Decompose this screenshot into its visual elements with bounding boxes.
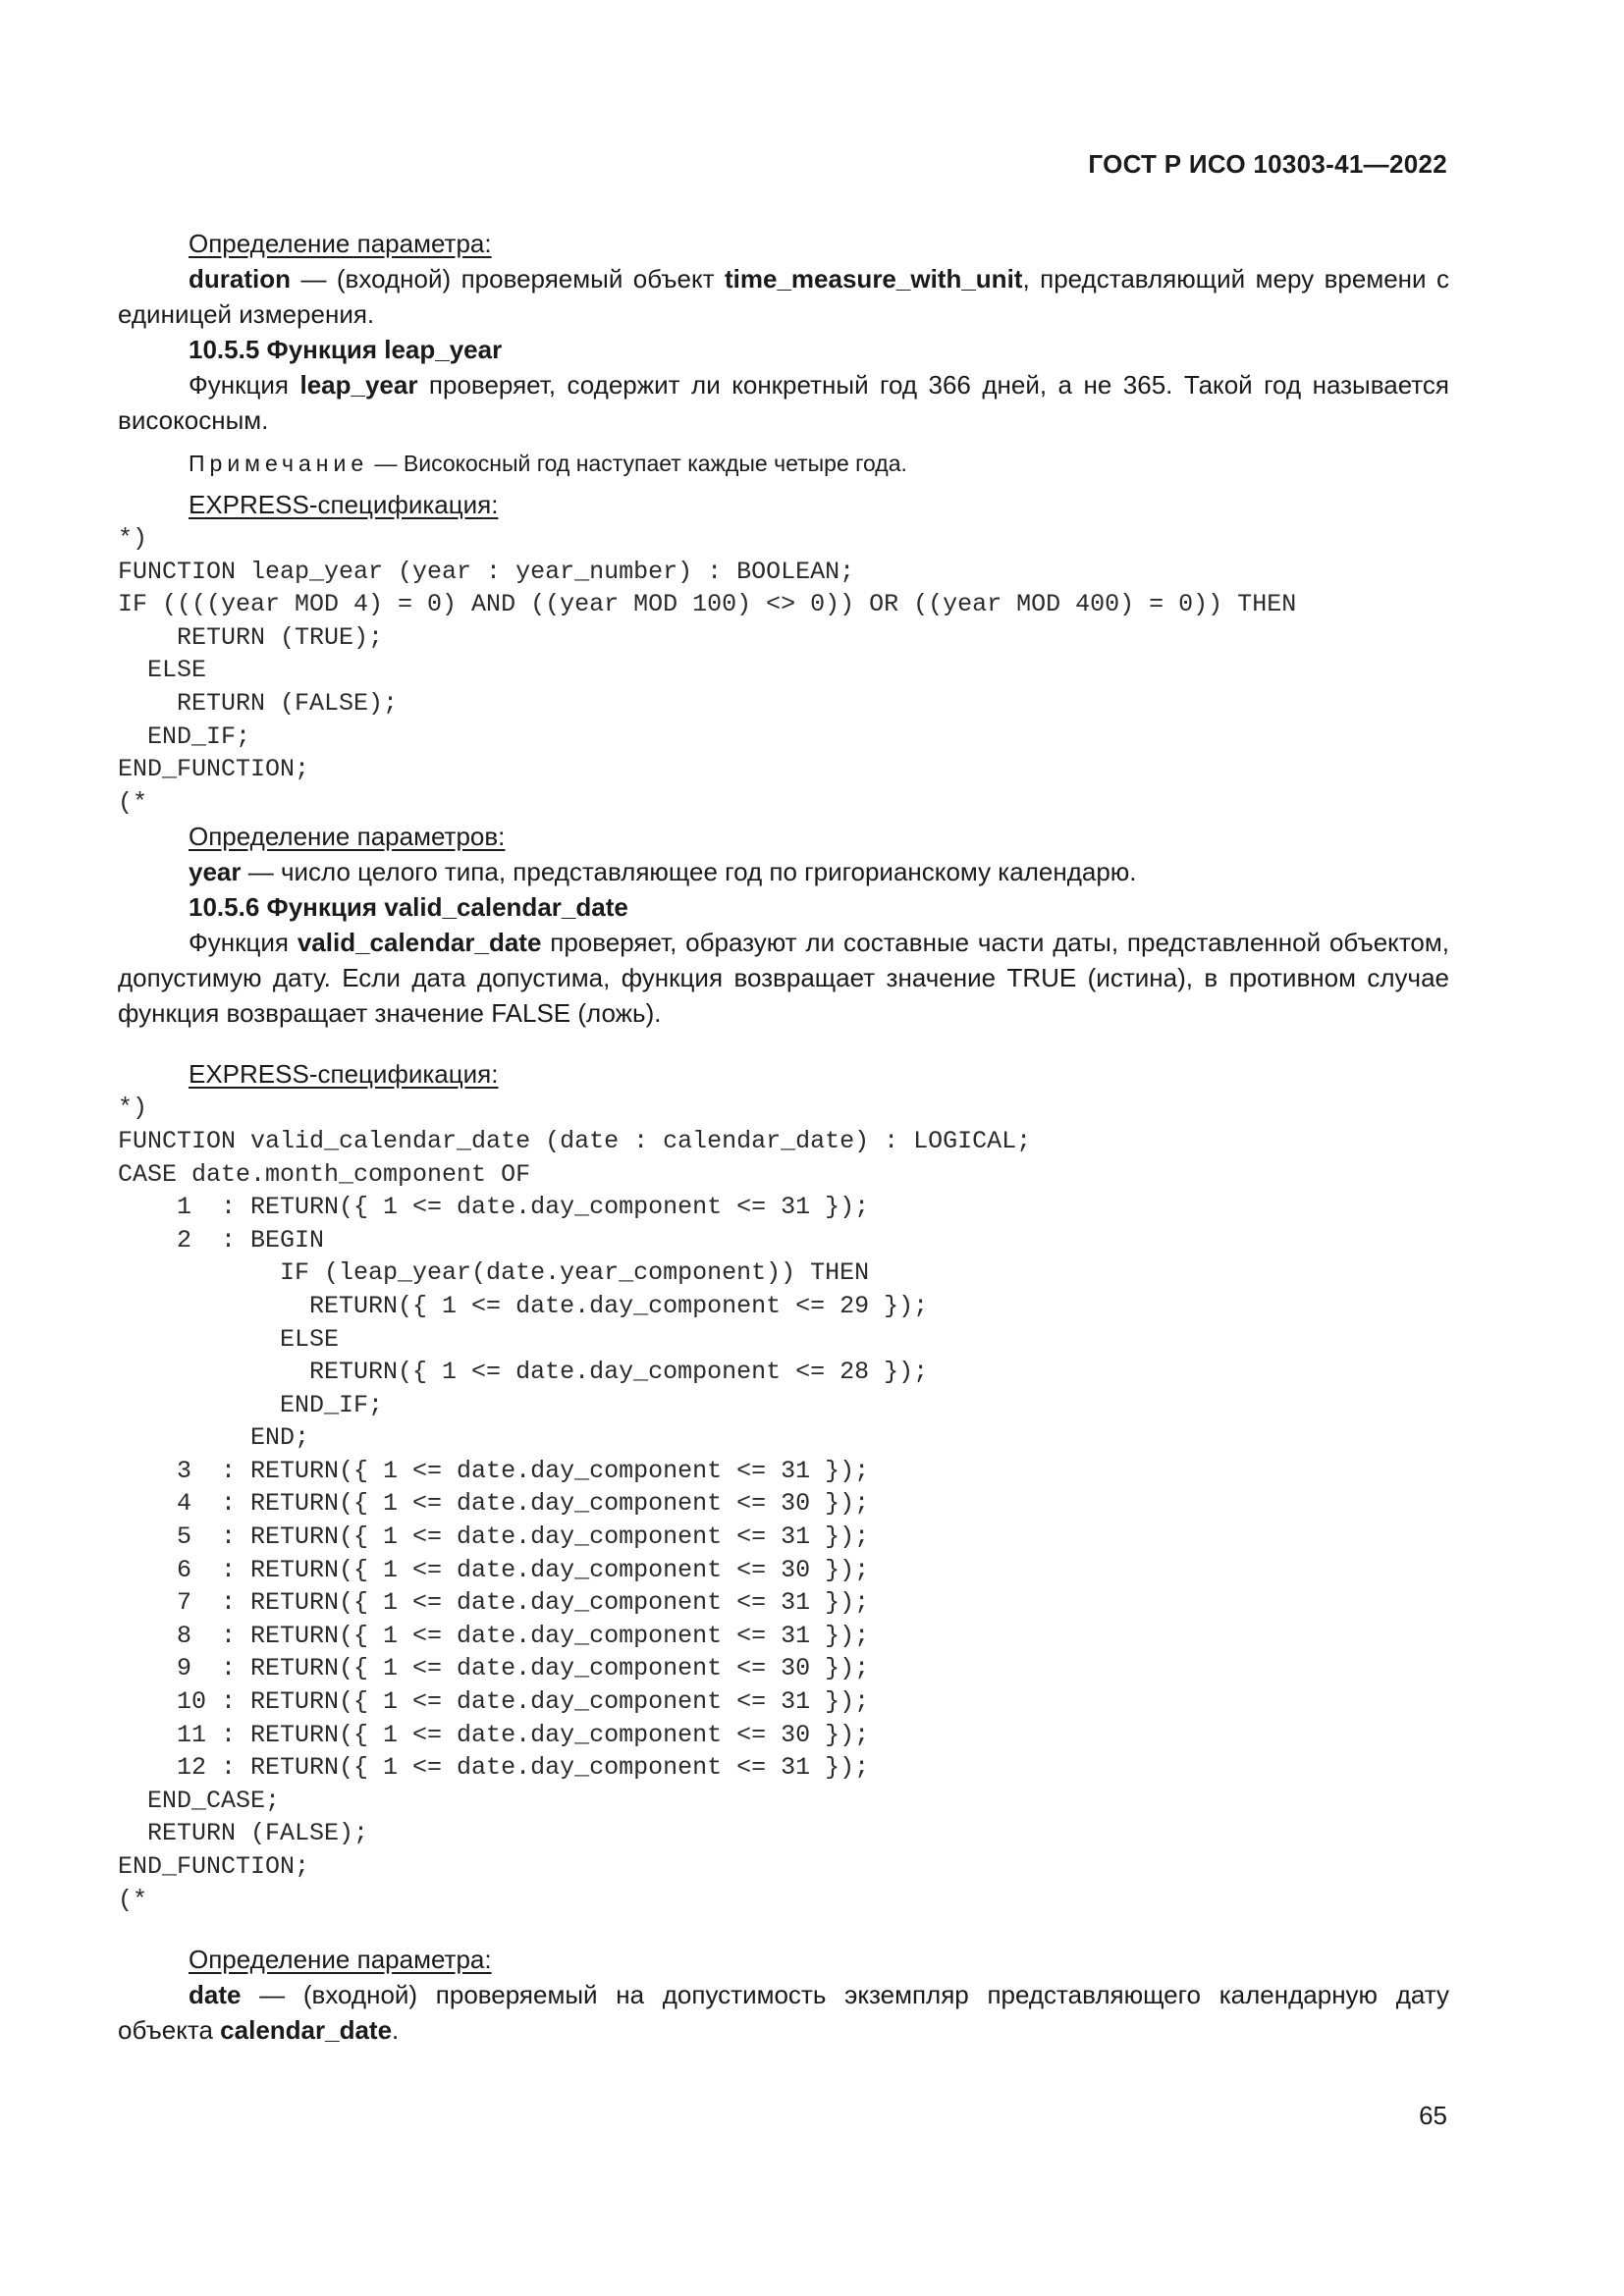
note-leap-year: Примечание — Високосный год наступает каждые четыре года. [189,451,907,476]
term-date: date [189,1980,242,2010]
term-time-measure: time_measure_with_unit [725,264,1023,294]
term-leap-year: leap_year [299,370,418,400]
code-block-leap-year: *) FUNCTION leap_year (year : year_number) : BOOLEAN; IF ((((year MOD 4) = 0) AND ((year MOD 100) <> 0)) OR ((year MOD 400) = 0)) THEN RETURN (TRUE); ELSE RETURN (FALSE); END_IF; END_FUNCTION; (* [118,524,1297,817]
param-year-description: year — число целого типа, представляющее год по григорианскому календарю. [189,857,1137,887]
spacer [118,1916,1449,1942]
page-number: 65 [1419,2101,1447,2130]
term-year: year [189,857,242,887]
param-date-description: date — (входной) проверяемый на допустимость экземпляр представляющего календарную дату объекта calendar_date. [118,1980,1449,2046]
section-heading-leap-year: 10.5.5 Функция leap_year [189,335,503,364]
term-duration: duration [189,264,291,294]
express-spec-heading-2: EXPRESS-спецификация: [189,1059,499,1090]
param-duration-description: duration — (входной) проверяемый объект time_measure_with_unit, представляющий меру времени с единицей измерения. [118,264,1449,329]
leap-year-intro: Функция leap_year проверяет, содержит ли конкретный год 366 дней, а не 365. Такой год называется високосным. [118,370,1449,435]
express-spec-heading: EXPRESS-спецификация: [189,490,499,519]
params-definition-heading: Определение параметров: [189,822,506,852]
spacer [118,1031,1449,1056]
term-valid-calendar-date: valid_calendar_date [297,928,542,958]
document-header: ГОСТ Р ИСО 10303-41—2022 [1088,149,1447,179]
term-calendar-date: calendar_date [220,2015,393,2046]
section-heading-valid-calendar-date: 10.5.6 Функция valid_calendar_date [189,892,628,923]
page-content [118,226,1449,2048]
code-block-valid-calendar-date: *) FUNCTION valid_calendar_date (date : calendar_date) : LOGICAL; CASE date.month_component OF 1 : RETURN({ 1 <= date.day_component <= 31 }); 2 : BEGIN IF (leap_year(date.year_component)) THEN RETURN({ 1 <= date.day_component <= 29 }); ELSE RETURN({ 1 <= date.day_component <= 28 }); END_IF; END; 3 : RETURN({ 1 <= date.day_component <= 31 }); 4 : RETURN({ 1 <= date.day_component <= 30 }); 5 : RETURN({ 1 <= date.day_component <= 31 }); 6 : RETURN({ 1 <= date.day_component <= 30 }); 7 : RETURN({ 1 <= date.day_component <= 31 }); 8 : RETURN({ 1 <= date.day_component <= 31 }); 9 : RETURN({ 1 <= date.day_component <= 30 }); 10 : RETURN({ 1 <= date.day_component <= 31 }); 11 : RETURN({ 1 <= date.day_component <= 30 }); 12 : RETURN({ 1 <= date.day_component <= 31 }); END_CASE; RETURN (FALSE); END_FUNCTION; (* [118,1094,1032,1914]
valid-calendar-date-intro: Функция valid_calendar_date проверяет, образуют ли составные части даты, представленной объектом, допустимую дату. Если дата допустима, функция возвращает значение TRUE (истина), в противном случае функция возвращает значение FALSE (ложь). [118,928,1449,1029]
param-definition-heading: Определение параметра: [189,229,492,258]
param-definition-heading-2: Определение параметра: [189,1945,492,1975]
note-label: Примечание [189,451,369,476]
